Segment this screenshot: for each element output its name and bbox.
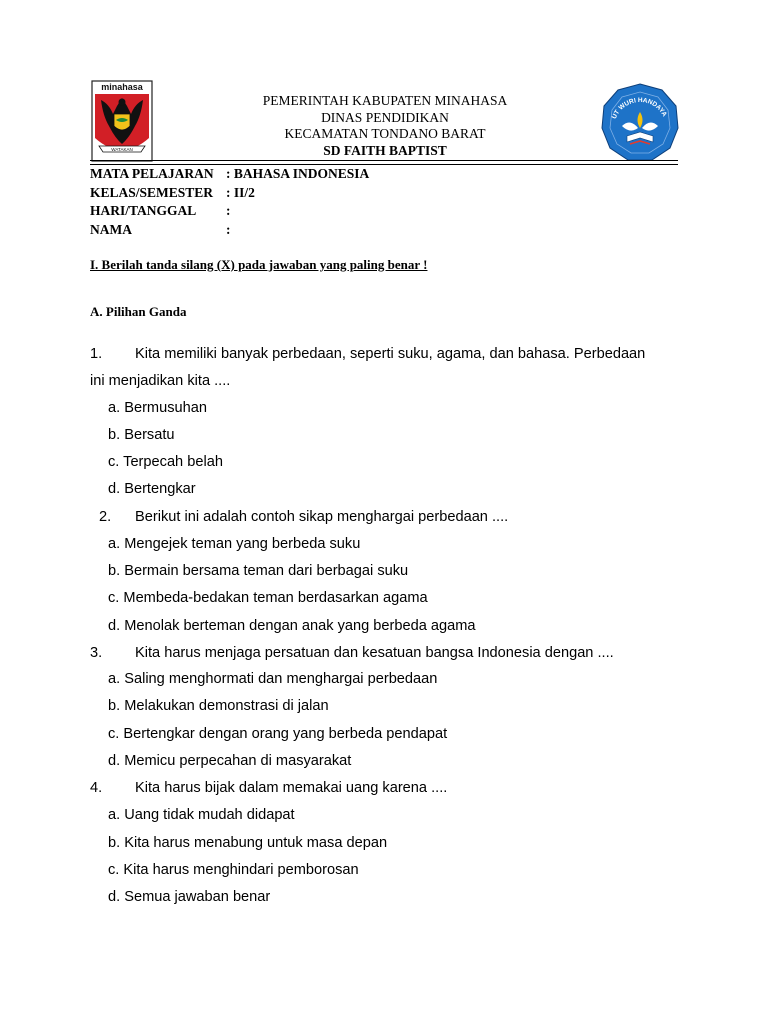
question-4-option-d: d. Semua jawaban benar bbox=[108, 889, 271, 905]
section-title: A. Pilihan Ganda bbox=[90, 304, 187, 319]
question-2-option-b: b. Bermain bersama teman dari berbagai suku bbox=[108, 563, 409, 579]
question-3 bbox=[90, 645, 614, 661]
question-4-option-b: b. Kita harus menabung untuk masa depan bbox=[108, 835, 388, 851]
header-rule-top bbox=[90, 160, 678, 161]
question-4-option-a: a. Uang tidak mudah didapat bbox=[108, 807, 295, 823]
question-1-option-d: d. Bertengkar bbox=[108, 481, 196, 497]
question-1-continuation: ini menjadikan kita .... bbox=[90, 373, 231, 389]
info-value: : bbox=[226, 203, 231, 219]
instruction: I. Berilah tanda silang (X) pada jawaban yang paling benar ! bbox=[90, 257, 428, 272]
info-label: HARI/TANGGAL bbox=[90, 203, 197, 219]
question-text: Kita memiliki banyak perbedaan, seperti suku, agama, dan bahasa. Perbedaan bbox=[135, 346, 646, 362]
info-row-date bbox=[90, 202, 369, 221]
letterhead-line-government: PEMERINTAH KABUPATEN MINAHASA bbox=[262, 93, 508, 108]
question-4 bbox=[90, 780, 447, 796]
question-number: 3. bbox=[90, 645, 103, 661]
info-label: NAMA bbox=[90, 222, 132, 238]
letterhead-line-district: KECAMATAN TONDANO BARAT bbox=[284, 126, 486, 141]
letterhead bbox=[180, 93, 590, 159]
info-value: : bbox=[226, 222, 231, 238]
right-logo-text: UT WURI HANDAYA bbox=[610, 96, 668, 121]
question-2-option-c: c. Membeda-bedakan teman berdasarkan agama bbox=[108, 590, 428, 606]
question-text: Kita harus menjaga persatuan dan kesatuan bangsa Indonesia dengan .... bbox=[135, 645, 614, 661]
info-label: MATA PELAJARAN bbox=[90, 166, 214, 181]
question-1 bbox=[90, 346, 645, 362]
question-text: Kita harus bijak dalam memakai uang karena .... bbox=[135, 780, 448, 796]
question-2-option-a: a. Mengejek teman yang berbeda suku bbox=[108, 536, 361, 552]
info-value: : BAHASA INDONESIA bbox=[226, 166, 370, 181]
question-1-option-c: c. Terpecah belah bbox=[108, 454, 223, 470]
minahasa-emblem-icon bbox=[91, 80, 153, 162]
info-value: : II/2 bbox=[226, 184, 255, 200]
question-2-option-d: d. Menolak berteman dengan anak yang berbeda agama bbox=[108, 618, 476, 634]
question-1-option-b: b. Bersatu bbox=[108, 427, 175, 443]
question-3-option-c: c. Bertengkar dengan orang yang berbeda pendapat bbox=[108, 726, 448, 742]
student-info bbox=[90, 165, 369, 240]
question-number: 2. bbox=[99, 509, 112, 525]
question-number: 1. bbox=[90, 346, 103, 362]
info-row-name bbox=[90, 221, 369, 240]
question-3-option-d: d. Memicu perpecahan di masyarakat bbox=[108, 753, 352, 769]
question-number: 4. bbox=[90, 780, 103, 796]
question-text: Berikut ini adalah contoh sikap menghargai perbedaan .... bbox=[135, 509, 509, 525]
question-3-option-b: b. Melakukan demonstrasi di jalan bbox=[108, 698, 329, 714]
question-4-option-c: c. Kita harus menghindari pemborosan bbox=[108, 862, 359, 878]
question-3-option-a: a. Saling menghormati dan menghargai perbedaan bbox=[108, 671, 438, 687]
tut-wuri-handayani-icon bbox=[600, 82, 680, 164]
letterhead-school-name: SD FAITH BAPTIST bbox=[323, 142, 447, 158]
info-row-class-semester bbox=[90, 184, 369, 203]
question-2 bbox=[99, 509, 508, 525]
left-logo-text: minahasa bbox=[101, 82, 143, 92]
letterhead-line-department: DINAS PENDIDIKAN bbox=[321, 109, 449, 125]
info-label: KELAS/SEMESTER bbox=[90, 184, 214, 200]
question-1-option-a: a. Bermusuhan bbox=[108, 400, 207, 416]
info-row-subject bbox=[90, 165, 369, 184]
left-logo-ribbon: WATAKAN bbox=[111, 147, 133, 152]
